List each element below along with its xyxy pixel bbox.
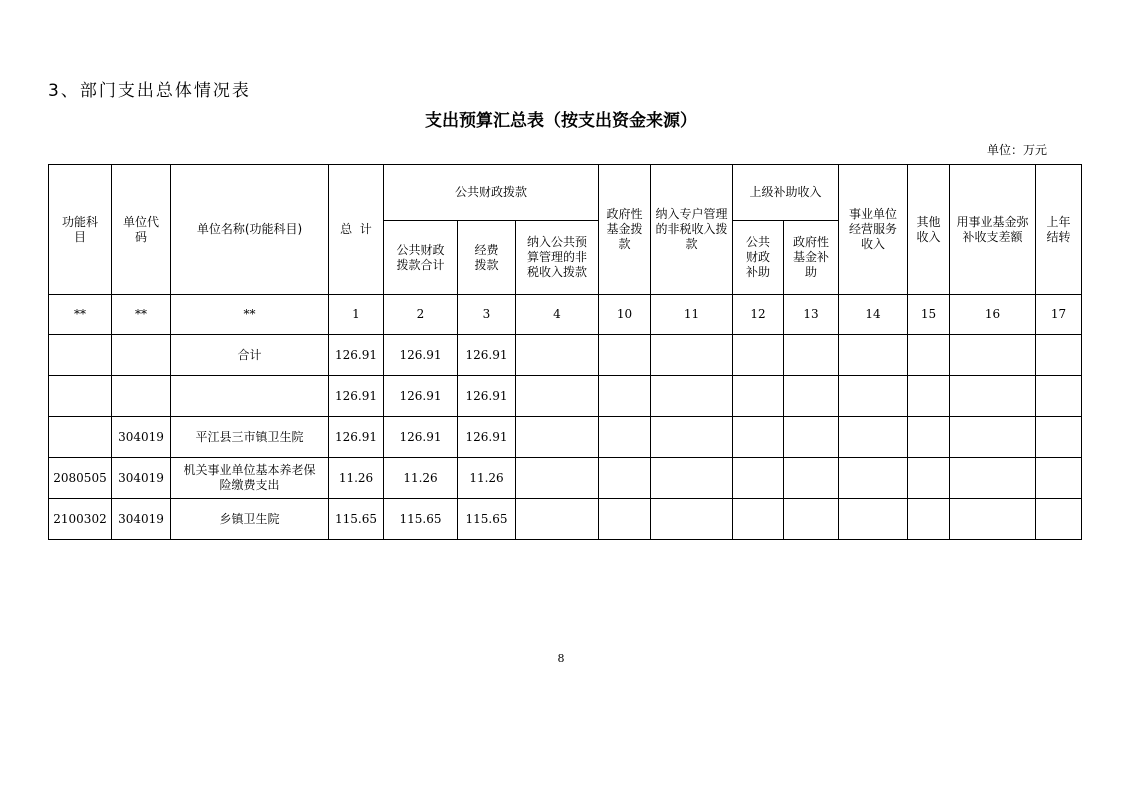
table-row — [49, 376, 1082, 417]
unit-label: 单位：万元 — [986, 143, 1047, 157]
table-cell — [1036, 499, 1082, 540]
table-header — [49, 165, 1082, 295]
header-other-income: 其他收入 — [908, 165, 950, 295]
index-cell: 16 — [950, 295, 1036, 335]
header-public-finance: 公共财政拨款 — [384, 165, 599, 221]
table-cell: 304019 — [112, 417, 171, 458]
index-row-group — [49, 295, 1082, 335]
index-row — [49, 295, 1082, 335]
table-cell: 115.65 — [329, 499, 384, 540]
table-cell — [112, 335, 171, 376]
header-public-finance-total: 公共财政拨款合计 — [384, 221, 458, 295]
table-cell — [784, 499, 839, 540]
table-cell: 11.26 — [384, 458, 458, 499]
table-cell: 126.91 — [384, 376, 458, 417]
header-nontax-public: 纳入公共预算管理的非税收入拨款 — [516, 221, 599, 295]
table-cell: 平江县三市镇卫生院 — [171, 417, 329, 458]
table-row — [49, 335, 1082, 376]
table-cell — [950, 458, 1036, 499]
table-cell — [839, 335, 908, 376]
table-cell — [908, 335, 950, 376]
table-cell — [651, 376, 733, 417]
table-cell: 304019 — [112, 499, 171, 540]
index-cell: 1 — [329, 295, 384, 335]
table-cell: 乡镇卫生院 — [171, 499, 329, 540]
table-cell-text: 机关事业单位基本养老保险缴费支出 — [183, 463, 316, 492]
table-cell — [651, 335, 733, 376]
page-number: 8 — [557, 652, 565, 665]
header-carryover: 上年结转 — [1036, 165, 1082, 295]
section-title: 3、部门支出总体情况表 — [48, 81, 251, 101]
table-cell: 115.65 — [384, 499, 458, 540]
table-row — [49, 417, 1082, 458]
table-cell — [49, 376, 112, 417]
table-cell — [599, 458, 651, 499]
table-cell — [516, 499, 599, 540]
table-cell — [1036, 335, 1082, 376]
table-cell — [733, 335, 784, 376]
table-cell: 2080505 — [49, 458, 112, 499]
table-title: 支出预算汇总表（按支出资金来源） — [425, 111, 697, 131]
table-cell — [516, 335, 599, 376]
table-cell: 126.91 — [384, 417, 458, 458]
table-cell — [599, 499, 651, 540]
table-cell — [112, 376, 171, 417]
table-cell — [1036, 458, 1082, 499]
header-unit-name: 单位名称(功能科目) — [171, 165, 329, 295]
table-cell: 126.91 — [458, 335, 516, 376]
table-cell — [733, 499, 784, 540]
table-cell: 合计 — [171, 335, 329, 376]
table-cell — [171, 376, 329, 417]
header-fund-makeup: 用事业基金弥补收支差额 — [950, 165, 1036, 295]
table-cell — [908, 376, 950, 417]
table-cell — [599, 417, 651, 458]
index-cell: 11 — [651, 295, 733, 335]
table-cell: 126.91 — [384, 335, 458, 376]
table-row — [49, 458, 1082, 499]
header-func-code: 功能科目 — [49, 165, 112, 295]
table-cell — [784, 376, 839, 417]
table-cell — [839, 458, 908, 499]
table-cell — [599, 376, 651, 417]
header-operating-funds: 经费拨款 — [458, 221, 516, 295]
header-gov-fund-subsidy: 政府性基金补助 — [784, 221, 839, 295]
table-cell: 126.91 — [329, 417, 384, 458]
index-cell: 15 — [908, 295, 950, 335]
table-cell — [516, 376, 599, 417]
table-cell — [908, 458, 950, 499]
table-cell: 11.26 — [329, 458, 384, 499]
table-cell — [950, 499, 1036, 540]
table-body — [49, 335, 1082, 540]
table-cell — [1036, 376, 1082, 417]
table-cell — [784, 335, 839, 376]
index-cell: 2 — [384, 295, 458, 335]
index-cell: 12 — [733, 295, 784, 335]
table-cell — [651, 458, 733, 499]
table-cell: 2100302 — [49, 499, 112, 540]
table-cell — [516, 417, 599, 458]
table-cell — [950, 376, 1036, 417]
table-cell: 126.91 — [329, 376, 384, 417]
table-cell — [651, 499, 733, 540]
table-cell — [908, 417, 950, 458]
table-cell — [784, 458, 839, 499]
index-cell: 17 — [1036, 295, 1082, 335]
table-cell: 11.26 — [458, 458, 516, 499]
table-cell — [733, 417, 784, 458]
index-cell: 3 — [458, 295, 516, 335]
index-cell: ** — [112, 295, 171, 335]
table-cell — [839, 376, 908, 417]
table-cell — [49, 335, 112, 376]
table-cell: 126.91 — [329, 335, 384, 376]
table-cell: 115.65 — [458, 499, 516, 540]
header-public-finance-subsidy: 公共财政补助 — [733, 221, 784, 295]
header-gov-fund: 政府性基金拨款 — [599, 165, 651, 295]
index-cell: ** — [49, 295, 112, 335]
table-cell — [950, 417, 1036, 458]
table-cell: 126.91 — [458, 376, 516, 417]
table-cell — [651, 417, 733, 458]
table-cell — [908, 499, 950, 540]
budget-table — [48, 164, 1082, 540]
table-cell — [171, 458, 329, 499]
index-cell: ** — [171, 295, 329, 335]
index-cell: 4 — [516, 295, 599, 335]
header-superior-subsidy: 上级补助收入 — [733, 165, 839, 221]
index-cell: 14 — [839, 295, 908, 335]
table-cell — [950, 335, 1036, 376]
table-row — [49, 499, 1082, 540]
table-cell — [839, 499, 908, 540]
table-cell — [733, 376, 784, 417]
table-cell — [1036, 417, 1082, 458]
table-cell — [49, 417, 112, 458]
index-cell: 13 — [784, 295, 839, 335]
header-business-income: 事业单位经营服务收入 — [839, 165, 908, 295]
table-cell — [784, 417, 839, 458]
table-cell: 304019 — [112, 458, 171, 499]
header-unit-code: 单位代码 — [112, 165, 171, 295]
table-cell — [733, 458, 784, 499]
table-cell — [839, 417, 908, 458]
table-cell: 126.91 — [458, 417, 516, 458]
header-total: 总 计 — [329, 165, 384, 295]
table-cell — [516, 458, 599, 499]
header-nontax-special: 纳入专户管理的非税收入拨款 — [651, 165, 733, 295]
table-cell — [599, 335, 651, 376]
index-cell: 10 — [599, 295, 651, 335]
